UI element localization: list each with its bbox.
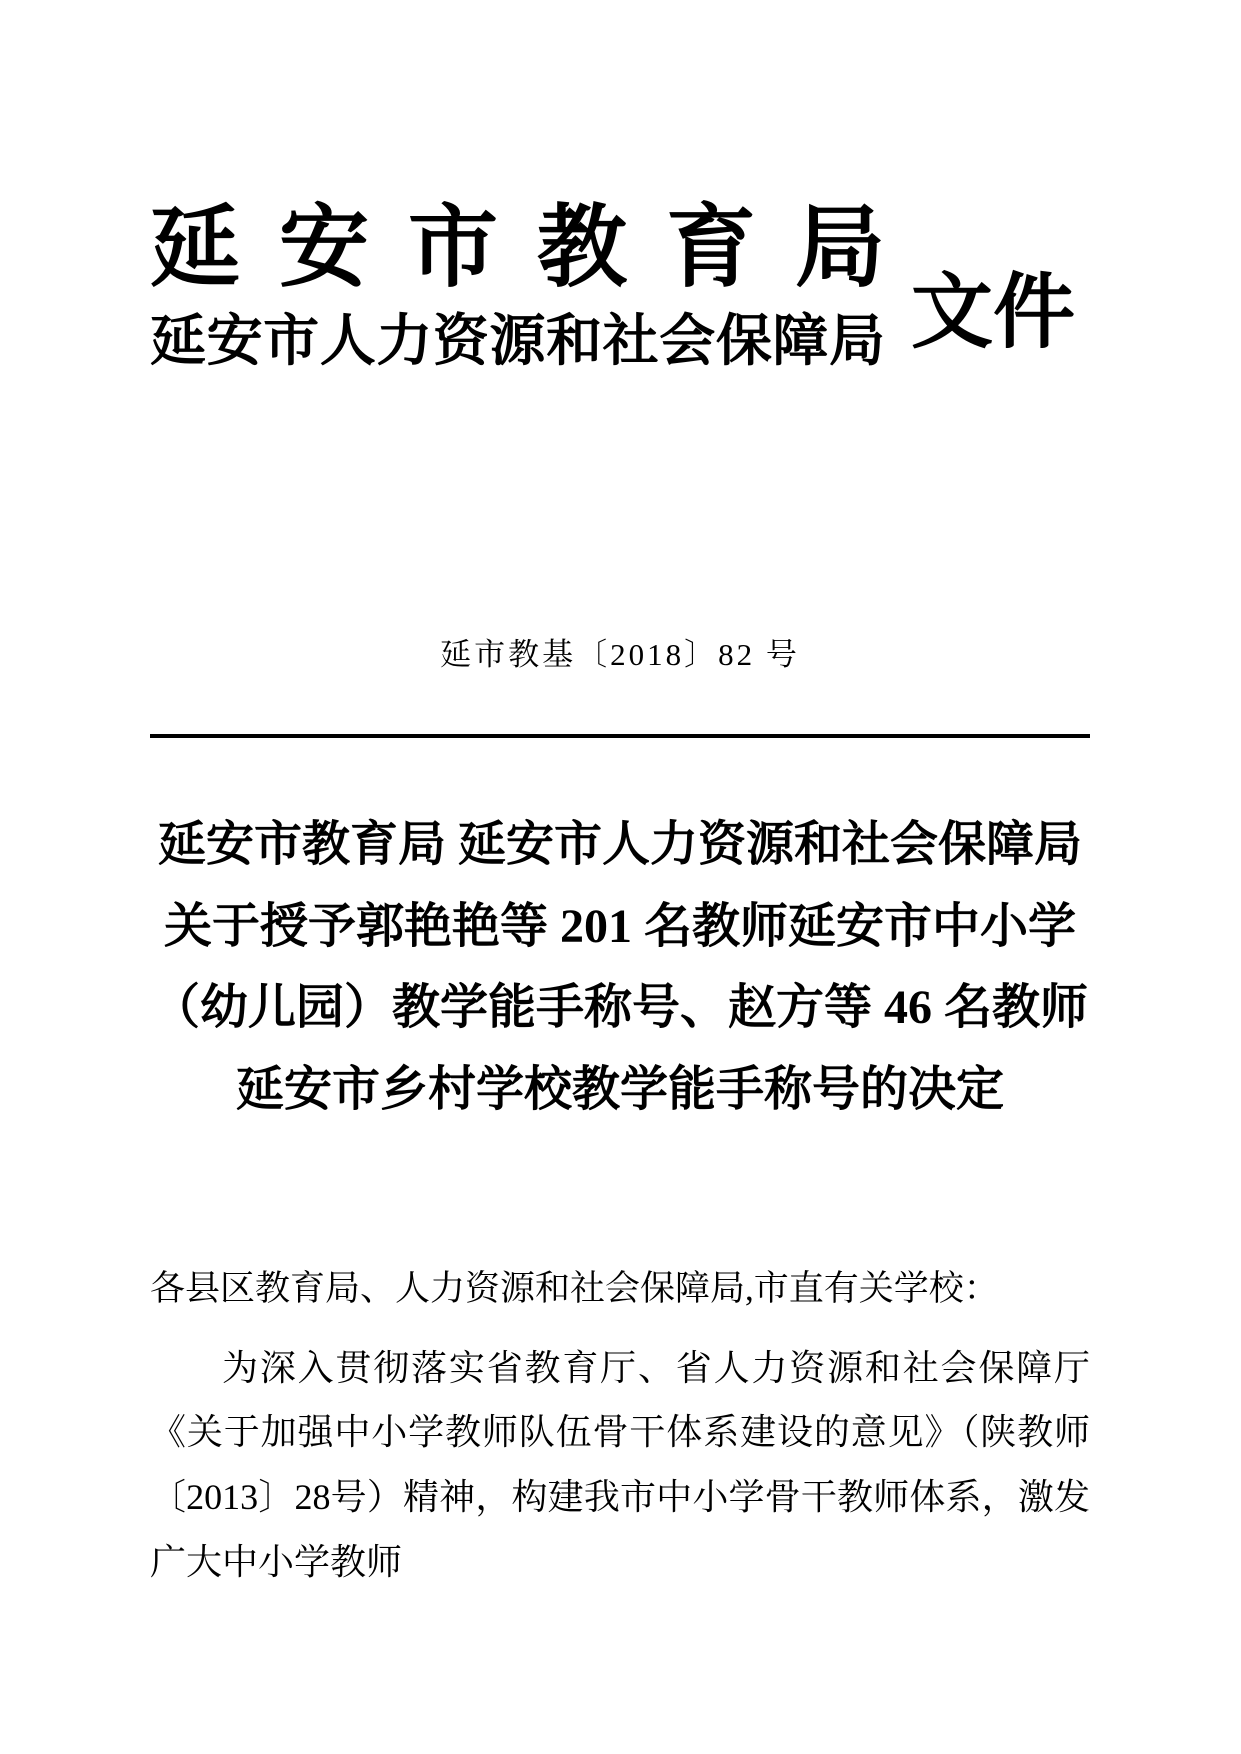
title-line-1: 延安市教育局 延安市人力资源和社会保障局	[157, 818, 1082, 872]
body-paragraph: 为深入贯彻落实省教育厅、省人力资源和社会保障厅《关于加强中小学教师队伍骨干体系建设的意见》（陕教师〔2013〕28号）精神，构建我市中小学骨干教师体系，激发广大中小学教师	[150, 1347, 1090, 1582]
header-divider	[150, 734, 1090, 738]
title-line-4: 延安市乡村学校教学能手称号的决定	[235, 1062, 1004, 1116]
org-name-secondary: 延安市人力资源和社会保障局	[150, 311, 885, 374]
letterhead	[150, 200, 1090, 377]
doc-type-label: 文件	[911, 267, 1076, 359]
issuing-org-names	[150, 200, 885, 377]
title-line-3: （幼儿园）教学能手称号、赵方等 46 名教师	[151, 981, 1088, 1035]
title-line-2: 关于授予郭艳艳等 201 名教师延安市中小学	[163, 899, 1076, 953]
document-body	[150, 1257, 1090, 1595]
salutation-line: 各县区教育局、人力资源和社会保障局,市直有关学校：	[150, 1268, 999, 1308]
document-number: 延市教基〔2018〕82 号	[440, 637, 800, 673]
org-name-primary: 延 安 市 教 育 局	[150, 199, 885, 298]
document-title	[150, 804, 1090, 1130]
